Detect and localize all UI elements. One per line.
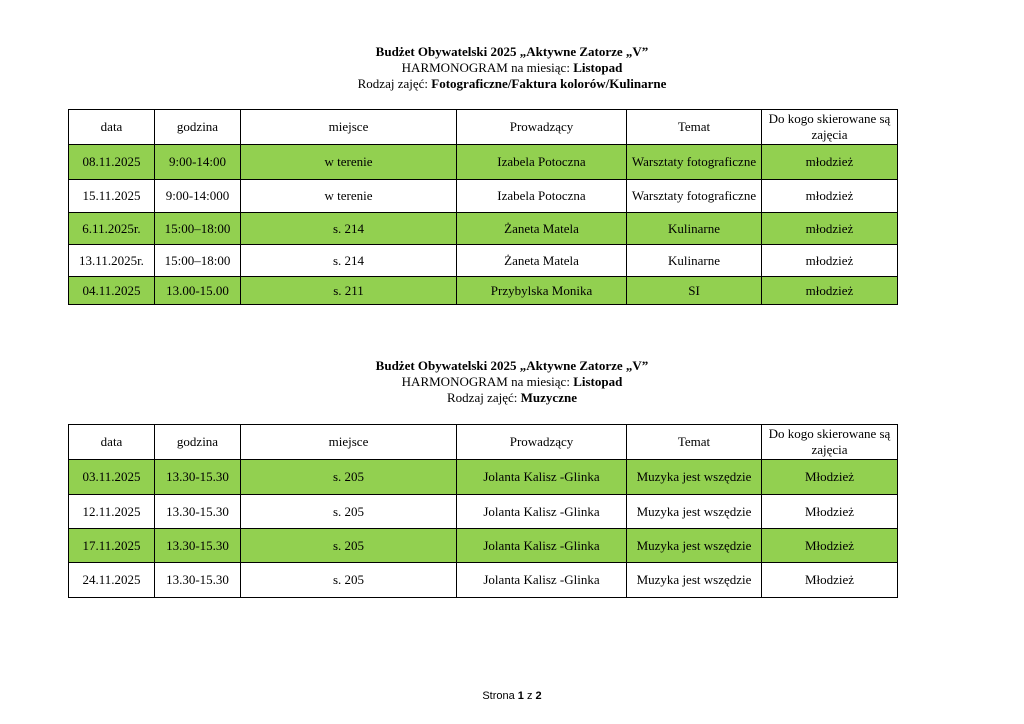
schedule-month-line [0, 60, 1024, 76]
cell-leader: Jolanta Kalisz -Glinka [457, 495, 627, 529]
cell-leader: Żaneta Matela [457, 213, 627, 245]
type-value: Muzyczne [520, 390, 577, 405]
type-prefix: Rodzaj zajęć: [447, 390, 521, 405]
cell-topic: SI [627, 277, 762, 305]
cell-place: s. 205 [241, 495, 457, 529]
cell-date: 15.11.2025 [69, 180, 155, 213]
schedule-table-2 [68, 424, 898, 598]
cell-audience: młodzież [762, 213, 898, 245]
month-value: Listopad [573, 60, 623, 75]
cell-time: 13.30-15.30 [155, 563, 241, 598]
header-audience: Do kogo skierowane są zajęcia [762, 425, 898, 460]
cell-audience: młodzież [762, 277, 898, 305]
schedule-table-1 [68, 109, 898, 305]
table-row [69, 277, 898, 305]
section-1-heading [0, 44, 1024, 92]
header-leader: Prowadzący [457, 425, 627, 460]
table-row [69, 180, 898, 213]
cell-place: s. 214 [241, 213, 457, 245]
cell-topic: Muzyka jest wszędzie [627, 460, 762, 495]
cell-audience: Młodzież [762, 495, 898, 529]
activity-type-line [0, 390, 1024, 406]
table-row [69, 460, 898, 495]
cell-place: s. 211 [241, 277, 457, 305]
cell-date: 17.11.2025 [69, 529, 155, 563]
type-prefix: Rodzaj zajęć: [357, 76, 432, 91]
cell-time: 9:00-14:00 [155, 145, 241, 180]
section-2-heading [0, 358, 1024, 406]
cell-place: s. 214 [241, 245, 457, 277]
cell-leader: Jolanta Kalisz -Glinka [457, 563, 627, 598]
table-row [69, 529, 898, 563]
cell-topic: Kulinarne [627, 245, 762, 277]
cell-time: 15:00–18:00 [155, 213, 241, 245]
header-place: miejsce [241, 425, 457, 460]
month-value: Listopad [573, 374, 623, 389]
cell-audience: Młodzież [762, 460, 898, 495]
cell-place: s. 205 [241, 563, 457, 598]
table-row [69, 213, 898, 245]
header-leader: Prowadzący [457, 110, 627, 145]
cell-topic: Warsztaty fotograficzne [627, 180, 762, 213]
cell-audience: młodzież [762, 245, 898, 277]
type-value: Fotograficzne/Faktura kolorów/Kulinarne [431, 76, 667, 91]
cell-audience: młodzież [762, 180, 898, 213]
cell-topic: Kulinarne [627, 213, 762, 245]
cell-leader: Żaneta Matela [457, 245, 627, 277]
header-place: miejsce [241, 110, 457, 145]
cell-leader: Przybylska Monika [457, 277, 627, 305]
cell-date: 13.11.2025r. [69, 245, 155, 277]
cell-topic: Warsztaty fotograficzne [627, 145, 762, 180]
page-label: Strona [482, 690, 518, 702]
activity-type-line [0, 76, 1024, 92]
page-of: z [523, 690, 536, 702]
cell-time: 9:00-14:000 [155, 180, 241, 213]
page-total: 2 [535, 690, 542, 702]
cell-time: 13.30-15.30 [155, 529, 241, 563]
month-prefix: HARMONOGRAM na miesiąc: [401, 60, 574, 75]
cell-place: s. 205 [241, 460, 457, 495]
cell-leader: Jolanta Kalisz -Glinka [457, 529, 627, 563]
cell-time: 15:00–18:00 [155, 245, 241, 277]
header-audience: Do kogo skierowane są zajęcia [762, 110, 898, 145]
table-row [69, 145, 898, 180]
schedule-month-line [0, 374, 1024, 390]
section-title: Budżet Obywatelski 2025 „Aktywne Zatorze „V” [375, 358, 649, 373]
cell-time: 13.30-15.30 [155, 460, 241, 495]
cell-leader: Izabela Potoczna [457, 145, 627, 180]
header-time: godzina [155, 425, 241, 460]
cell-place: w terenie [241, 180, 457, 213]
table-header-row [69, 110, 898, 145]
cell-audience: Młodzież [762, 563, 898, 598]
cell-time: 13.30-15.30 [155, 495, 241, 529]
cell-leader: Jolanta Kalisz -Glinka [457, 460, 627, 495]
table-header-row [69, 425, 898, 460]
table-row [69, 245, 898, 277]
cell-date: 08.11.2025 [69, 145, 155, 180]
header-time: godzina [155, 110, 241, 145]
cell-date: 03.11.2025 [69, 460, 155, 495]
cell-audience: młodzież [762, 145, 898, 180]
table-row [69, 495, 898, 529]
cell-date: 12.11.2025 [69, 495, 155, 529]
header-date: data [69, 110, 155, 145]
header-date: data [69, 425, 155, 460]
header-topic: Temat [627, 425, 762, 460]
cell-place: s. 205 [241, 529, 457, 563]
table-row [69, 563, 898, 598]
month-prefix: HARMONOGRAM na miesiąc: [401, 374, 574, 389]
cell-date: 6.11.2025r. [69, 213, 155, 245]
cell-place: w terenie [241, 145, 457, 180]
cell-topic: Muzyka jest wszędzie [627, 495, 762, 529]
cell-leader: Izabela Potoczna [457, 180, 627, 213]
cell-audience: Młodzież [762, 529, 898, 563]
page-number: 1 [517, 690, 524, 702]
cell-time: 13.00-15.00 [155, 277, 241, 305]
cell-topic: Muzyka jest wszędzie [627, 529, 762, 563]
cell-topic: Muzyka jest wszędzie [627, 563, 762, 598]
header-topic: Temat [627, 110, 762, 145]
cell-date: 24.11.2025 [69, 563, 155, 598]
cell-date: 04.11.2025 [69, 277, 155, 305]
section-title: Budżet Obywatelski 2025 „Aktywne Zatorze „V” [375, 44, 649, 59]
page-footer [0, 690, 1024, 702]
